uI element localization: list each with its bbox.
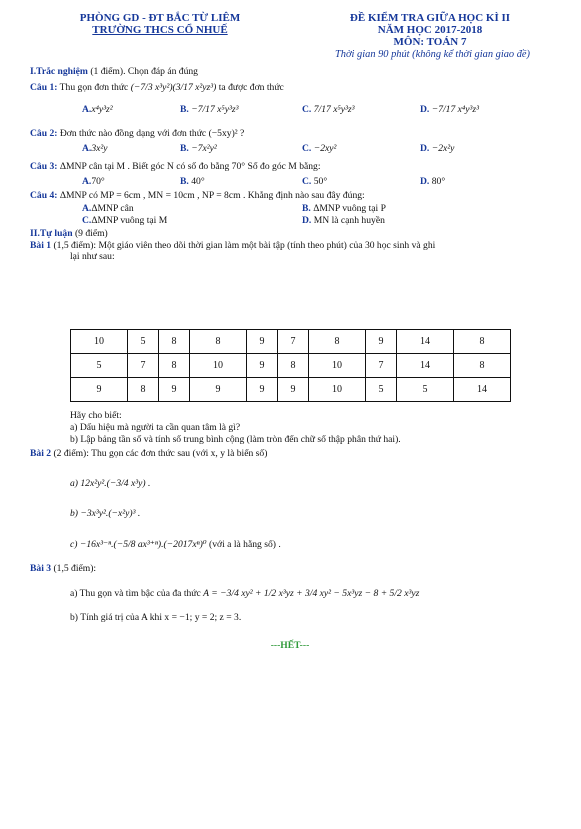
bai2-b: b) −3x³y².(−x²y)³ .: [70, 508, 141, 519]
table-cell: 9: [246, 330, 277, 354]
table-cell: 9: [278, 378, 309, 402]
q2-option-d[interactable]: D. −2x²y: [420, 143, 455, 154]
table-row: [71, 354, 511, 378]
bai2-c: c) −16x³⁻ⁿ.(−5/8 ax³⁺ⁿ).(−2017xⁿ)⁰ (với a là hằng số) .: [70, 539, 281, 550]
exam-title: ĐỀ KIỂM TRA GIỮA HỌC KÌ II: [349, 12, 511, 24]
time-data-table: [70, 329, 511, 402]
table-cell: 8: [158, 330, 189, 354]
q3-option-b[interactable]: B. 40°: [180, 176, 205, 187]
table-cell: 5: [127, 330, 158, 354]
part1-heading: I.Trắc nghiệm (1 điểm). Chọn đáp án đúng: [30, 66, 198, 77]
bai1-b: b) Lập bảng tần số và tính số trung bình cộng (làm tròn đến chữ số thập phân thứ hai).: [70, 434, 401, 445]
q1-option-b[interactable]: B. −7/17 x⁵y³z³: [180, 104, 239, 115]
table-cell: 8: [127, 378, 158, 402]
table-cell: 14: [453, 378, 510, 402]
table-cell: 7: [366, 354, 397, 378]
school-name: TRƯỜNG THCS CỔ NHUẾ: [92, 24, 228, 36]
table-cell: 7: [278, 330, 309, 354]
q4-option-a[interactable]: A.ΔMNP cân: [82, 203, 134, 214]
table-cell: 10: [309, 354, 366, 378]
q2-option-a[interactable]: A.3x²y: [82, 143, 108, 154]
table-cell: 8: [453, 330, 510, 354]
table-cell: 14: [397, 354, 454, 378]
table-row: [71, 378, 511, 402]
table-cell: 10: [309, 378, 366, 402]
duration: Thời gian 90 phút (không kể thời gian giao đề): [335, 49, 530, 60]
table-cell: 8: [278, 354, 309, 378]
question-1: Câu 1: Thu gọn đơn thức (−7/3 x³y²)(3/17 x²yz³) ta được đơn thức: [30, 82, 284, 93]
table-cell: 10: [190, 354, 247, 378]
table-cell: 8: [453, 354, 510, 378]
table-cell: 9: [71, 378, 128, 402]
q2-option-c[interactable]: C. −2xy²: [302, 143, 337, 154]
question-3: Câu 3: ΔMNP cân tại M . Biết góc N có số đo bằng 70° Số đo góc M bằng:: [30, 161, 321, 172]
table-cell: 14: [397, 330, 454, 354]
part2-heading: II.Tự luận (9 điểm): [30, 228, 108, 239]
table-cell: 8: [309, 330, 366, 354]
q4-option-d[interactable]: D. MN là cạnh huyền: [302, 215, 385, 226]
q3-option-d[interactable]: D. 80°: [420, 176, 446, 187]
q3-option-c[interactable]: C. 50°: [302, 176, 328, 187]
table-cell: 9: [366, 330, 397, 354]
table-cell: 8: [190, 330, 247, 354]
q1-option-a[interactable]: A.x⁴y³z²: [82, 104, 113, 115]
bai1-a: a) Dấu hiệu mà người ta cần quan tâm là gì?: [70, 422, 241, 433]
question-4: Câu 4: ΔMNP có MP = 6cm , MN = 10cm , NP = 8cm . Khẳng định nào sau đây đúng:: [30, 190, 365, 201]
department-name: PHÒNG GD - ĐT BẮC TỪ LIÊM: [79, 12, 241, 24]
subject: MÔN: TOÁN 7: [393, 36, 467, 48]
bai1-line1: Bài 1 (1,5 điểm): Một giáo viên theo dõi thời gian làm một bài tập (tính theo phút) của 30 học sinh và ghi: [30, 240, 436, 251]
school-year: NĂM HỌC 2017-2018: [377, 24, 483, 36]
end-marker: ---HẾT---: [270, 640, 310, 651]
table-cell: 9: [158, 378, 189, 402]
bai1-line2: lại như sau:: [70, 251, 115, 262]
table-cell: 5: [366, 378, 397, 402]
table-cell: 7: [127, 354, 158, 378]
bai2-heading: Bài 2 (2 điểm): Thu gọn các đơn thức sau (với x, y là biến số): [30, 448, 268, 459]
question-2: Câu 2: Đơn thức nào đồng dạng với đơn thức (−5xy)² ?: [30, 128, 245, 139]
q2-option-b[interactable]: B. −7x²y²: [180, 143, 217, 154]
bai3-a: a) Thu gọn và tìm bậc của đa thức A = −3/4 xy² + 1/2 x³yz + 3/4 xy² − 5x³yz − 8 + 5/2 x³yz: [70, 588, 420, 599]
table-row: [71, 330, 511, 354]
bai3-b: b) Tính giá trị của A khi x = −1; y = 2; z = 3.: [70, 612, 242, 623]
bai2-a: a) 12x²y².(−3/4 x³y) .: [70, 478, 151, 489]
table-cell: 9: [190, 378, 247, 402]
table-cell: 9: [246, 354, 277, 378]
table-cell: 8: [158, 354, 189, 378]
bai3-heading: Bài 3 (1,5 điểm):: [30, 563, 97, 574]
table-cell: 5: [397, 378, 454, 402]
q1-option-c[interactable]: C. 7/17 x⁵y³z³: [302, 104, 355, 115]
table-cell: 5: [71, 354, 128, 378]
table-cell: 10: [71, 330, 128, 354]
q1-option-d[interactable]: D. −7/17 x⁴y³z³: [420, 104, 480, 115]
q3-option-a[interactable]: A.70°: [82, 176, 105, 187]
bai1-ask: Hãy cho biết:: [70, 410, 122, 421]
table-cell: 9: [246, 378, 277, 402]
q4-option-b[interactable]: B. ΔMNP vuông tại P: [302, 203, 386, 214]
q4-option-c[interactable]: C.ΔMNP vuông tại M: [82, 215, 168, 226]
